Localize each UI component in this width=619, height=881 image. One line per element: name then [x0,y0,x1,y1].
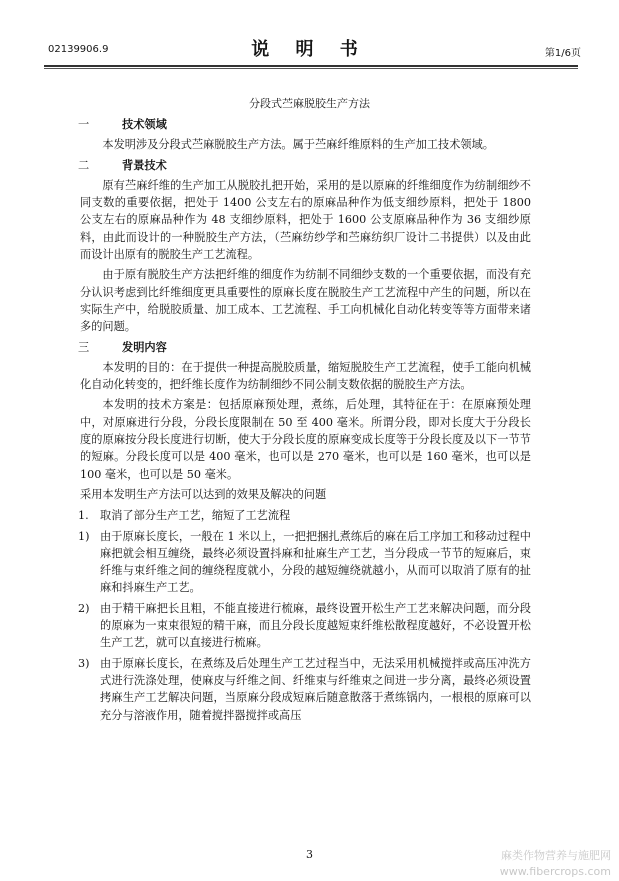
list-item-number: 3) [78,656,90,670]
watermark [500,848,611,880]
paragraph: 由于原有脱胶生产方法把纤维的细度作为纺制不同细纱支数的一个重要依据，而没有充分认识考虑到比纤维细度更具重要性的原麻长度在脱胶生产工艺流程中产生的问题，所以在实际生产中，给脱胶质量、加工成本、工艺流程、手工向机械化自动化转变等等方面带来诸多的问题。 [80,268,531,334]
list-item-text: 由于原麻长度长，一般在 1 米以上，一把把捆扎煮练后的麻在后工序加工和移动过程中麻把就会相互缠绕，最终必须设置抖麻和扯麻生产工艺，当分段成一节节的短麻后，束纤维与束纤维之间的缠绕程度就小，分段的越短缠绕就越小，从而可以取消了原有的扯麻和抖麻生产工艺。 [100,529,531,595]
header-title: 说 明 书 [251,39,368,60]
paragraph: 本发明的技术方案是：包括原麻预处理，煮练，后处理，其特征在于：在原麻预处理中，对原麻进行分段，分段长度限制在 50 至 400 毫米。所谓分段，即对长度大于分段长度的原麻按分段长度进行切断，使大于分段长度的原麻变成长度等于分段长度及以下一节节的短麻。分段长度可以是 400 毫米，也可以是 270 毫米，也可以是 160 毫米，也可以是 100 毫米，也可以是 50 毫米。 [80,398,531,481]
document-body [80,116,531,727]
section-heading [80,157,531,174]
list-item [80,600,531,652]
effects-intro: 采用本发明生产方法可以达到的效果及解决的问题 [80,487,327,501]
footer-page-number: 3 [306,848,313,861]
list-item-text: 由于原麻长度长，在煮练及后处理生产工艺过程当中，无法采用机械搅拌或高压冲洗方式进行洗涤处理，使麻皮与纤维之间、纤维束与纤维束之间进一步分离，最终必须设置拷麻生产工艺解决问题，当原麻分段成短麻后随意散落于煮练锅内，一根根的原麻可以充分与溶液作用，随着搅拌器搅拌或高压 [100,656,531,722]
list-item [80,528,531,597]
list-item-number: 2) [78,601,90,615]
section-title: 技术领域 [122,117,167,131]
section-heading [80,339,531,356]
paragraph: 本发明的目的：在于提供一种提高脱胶质量，缩短脱胶生产工艺流程，使手工能向机械化自动化转变的，把纤维长度作为纺制细纱不同公制支数依据的脱胶生产方法。 [80,360,531,392]
section-number: 三 [78,340,90,354]
list-item [80,655,531,724]
section-title: 背景技术 [122,157,167,172]
header-page-label: 第1/6页 [544,48,581,59]
list-item-number: 1) [78,529,90,543]
section-number: 二 [78,158,90,172]
header-rule [44,65,578,69]
paragraph: 原有苎麻纤维的生产加工从脱胶扎把开始，采用的是以原麻的纤维细度作为纺制细纱不同支数的重要依据，把处于 1400 公支左右的原麻品种作为低支细纱原料，把处于 1800 公支左右的原麻品种作为 48 支细纱原料，把处于 1600 公支原麻品种作为 36 支细纱原料，由此而设计的一种脱胶生产方法，（苎麻纺纱学和苎麻纺织厂设计二书提供）以及由此而设计出原有的脱胶生产工艺流程。 [80,178,531,262]
list-item [80,507,531,524]
list-item-text: 由于精干麻把长且粗，不能直接进行梳麻，最终设置开松生产工艺来解决问题，而分段的原麻为一束束很短的精干麻，而且分段长度越短束纤维松散程度越好，不必设置开松生产工艺，就可以直接进行梳麻。 [100,601,531,650]
list-item-text: 取消了部分生产工艺，缩短了工艺流程 [100,509,291,523]
section-heading [80,116,531,133]
watermark-line-1: 麻类作物营养与施肥网 [501,849,611,862]
watermark-line-2: www.fibercrops.com [499,865,611,878]
doc-title: 分段式苎麻脱胶生产方法 [249,97,370,110]
paragraph: 本发明涉及分段式苎麻脱胶生产方法。属于苎麻纤维原料的生产加工技术领域。 [102,138,494,152]
header-app-number: 02139906.9 [48,44,109,55]
section-number: 一 [78,118,90,131]
section-title: 发明内容 [122,339,167,354]
list-item-number: 1. [78,509,89,523]
